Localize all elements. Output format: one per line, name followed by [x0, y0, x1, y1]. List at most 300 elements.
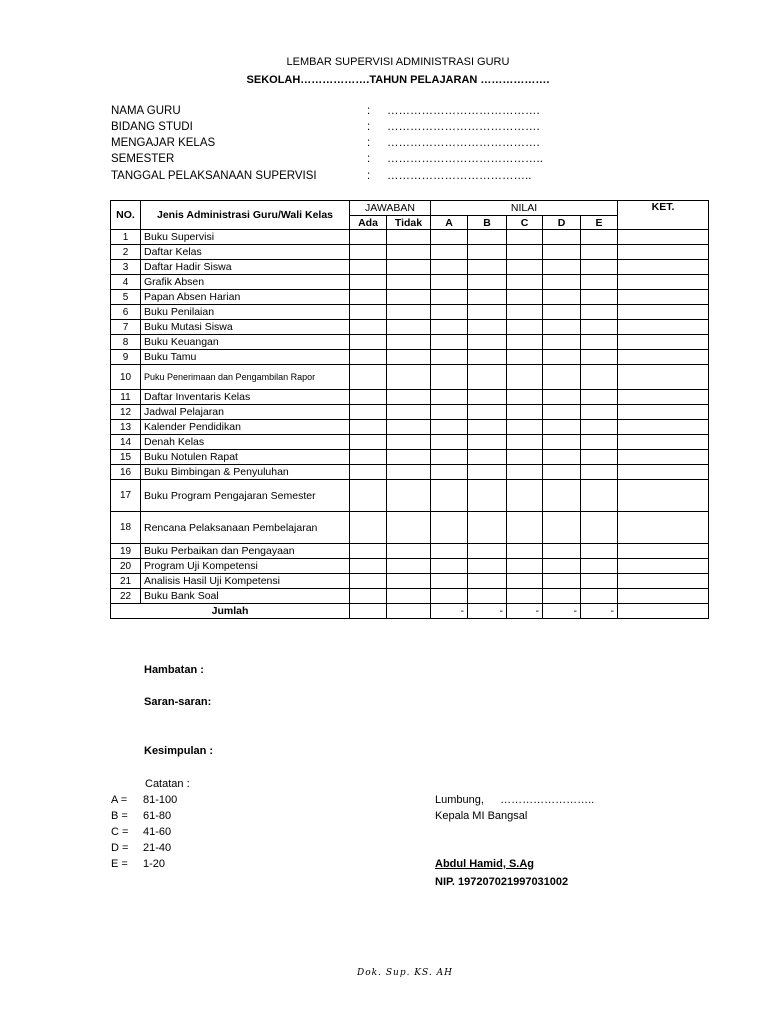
- cell-e: [581, 559, 618, 574]
- grade-row: [0, 826, 300, 842]
- cell-tidak: [387, 305, 431, 320]
- cell-e: [581, 420, 618, 435]
- cell-d: [543, 290, 581, 305]
- header-no: NO.: [111, 201, 141, 230]
- signature-position: Kepala MI Bangsal: [435, 810, 528, 822]
- cell-c: [507, 260, 543, 275]
- table-row: [111, 260, 709, 275]
- table-row: [111, 335, 709, 350]
- total-cell-ada: [350, 604, 387, 619]
- header-nilai: NILAI: [431, 201, 618, 216]
- cell-tidak: [387, 335, 431, 350]
- row-item-name: Buku Keuangan: [141, 335, 350, 350]
- cell-d: [543, 405, 581, 420]
- document-title: LEMBAR SUPERVISI ADMINISTRASI GURU: [286, 56, 510, 68]
- table-row: [111, 450, 709, 465]
- cell-b: [468, 435, 507, 450]
- signature-nip: NIP. 197207021997031002: [435, 876, 569, 888]
- cell-e: [581, 305, 618, 320]
- grade-letter: B =: [111, 810, 128, 822]
- header-e: E: [581, 216, 618, 230]
- cell-d: [543, 589, 581, 604]
- cell-a: [431, 245, 468, 260]
- cell-b: [468, 245, 507, 260]
- header-tidak: Tidak: [387, 216, 431, 230]
- row-number: 7: [111, 320, 141, 335]
- cell-d: [543, 435, 581, 450]
- cell-e: [581, 275, 618, 290]
- total-value-c: -: [507, 604, 543, 619]
- row-number: 13: [111, 420, 141, 435]
- cell-ada: [350, 589, 387, 604]
- cell-ket: [618, 305, 709, 320]
- cell-c: [507, 512, 543, 544]
- info-value: …………………………………..: [387, 153, 543, 165]
- cell-a: [431, 512, 468, 544]
- cell-ket: [618, 390, 709, 405]
- cell-tidak: [387, 290, 431, 305]
- signature-date: ……………………..: [500, 794, 595, 806]
- table-row: [111, 589, 709, 604]
- cell-e: [581, 574, 618, 589]
- cell-d: [543, 480, 581, 512]
- header-c: C: [507, 216, 543, 230]
- cell-ket: [618, 450, 709, 465]
- cell-e: [581, 405, 618, 420]
- cell-e: [581, 480, 618, 512]
- cell-ada: [350, 350, 387, 365]
- cell-ket: [618, 365, 709, 390]
- row-number: 1: [111, 230, 141, 245]
- grade-letter: D =: [111, 842, 129, 854]
- cell-ket: [618, 245, 709, 260]
- cell-tidak: [387, 544, 431, 559]
- cell-ket: [618, 435, 709, 450]
- cell-d: [543, 230, 581, 245]
- row-number: 19: [111, 544, 141, 559]
- header-ket: KET.: [618, 201, 709, 230]
- cell-e: [581, 230, 618, 245]
- row-item-name: Buku Perbaikan dan Pengayaan: [141, 544, 350, 559]
- cell-d: [543, 365, 581, 390]
- cell-b: [468, 405, 507, 420]
- cell-tidak: [387, 245, 431, 260]
- cell-e: [581, 450, 618, 465]
- cell-ada: [350, 230, 387, 245]
- cell-a: [431, 275, 468, 290]
- row-item-name: Buku Bank Soal: [141, 589, 350, 604]
- grade-letter: A =: [111, 794, 128, 806]
- row-item-name: Denah Kelas: [141, 435, 350, 450]
- info-label: MENGAJAR KELAS: [111, 137, 216, 149]
- header-ada: Ada: [350, 216, 387, 230]
- cell-b: [468, 512, 507, 544]
- cell-c: [507, 320, 543, 335]
- table-row: [111, 465, 709, 480]
- cell-a: [431, 230, 468, 245]
- cell-tidak: [387, 450, 431, 465]
- cell-d: [543, 260, 581, 275]
- total-value-d: -: [543, 604, 581, 619]
- info-label: TANGGAL PELAKSANAAN SUPERVISI: [111, 170, 317, 182]
- cell-a: [431, 335, 468, 350]
- total-label: Jumlah: [111, 604, 350, 619]
- table-row: [111, 305, 709, 320]
- cell-e: [581, 245, 618, 260]
- cell-b: [468, 589, 507, 604]
- row-item-name: Kalender Pendidikan: [141, 420, 350, 435]
- row-number: 6: [111, 305, 141, 320]
- cell-a: [431, 405, 468, 420]
- cell-ket: [618, 405, 709, 420]
- row-number: 8: [111, 335, 141, 350]
- supervision-table: [110, 200, 709, 619]
- table-row: [111, 512, 709, 544]
- info-colon: :: [367, 153, 371, 165]
- cell-a: [431, 450, 468, 465]
- info-colon: :: [367, 170, 371, 182]
- cell-d: [543, 544, 581, 559]
- cell-ket: [618, 275, 709, 290]
- cell-tidak: [387, 320, 431, 335]
- cell-c: [507, 544, 543, 559]
- cell-ada: [350, 420, 387, 435]
- cell-c: [507, 405, 543, 420]
- row-item-name: Buku Penilaian: [141, 305, 350, 320]
- kesimpulan-label: Kesimpulan :: [144, 745, 214, 757]
- cell-ada: [350, 320, 387, 335]
- cell-a: [431, 589, 468, 604]
- cell-ket: [618, 544, 709, 559]
- row-item-name: Papan Absen Harian: [141, 290, 350, 305]
- total-cell-ket: [618, 604, 709, 619]
- total-value-e: -: [581, 604, 618, 619]
- grade-letter: E =: [111, 858, 128, 870]
- cell-tidak: [387, 420, 431, 435]
- cell-ada: [350, 390, 387, 405]
- cell-ket: [618, 574, 709, 589]
- row-number: 3: [111, 260, 141, 275]
- row-item-name: Daftar Inventaris Kelas: [141, 390, 350, 405]
- cell-e: [581, 260, 618, 275]
- row-item-name: Buku Supervisi: [141, 230, 350, 245]
- cell-d: [543, 390, 581, 405]
- row-number: 16: [111, 465, 141, 480]
- row-item-name: Buku Bimbingan & Penyuluhan: [141, 465, 350, 480]
- info-value: ………………………………..: [387, 170, 532, 182]
- row-item-name: Daftar Kelas: [141, 245, 350, 260]
- cell-a: [431, 480, 468, 512]
- cell-ada: [350, 450, 387, 465]
- cell-c: [507, 390, 543, 405]
- cell-a: [431, 320, 468, 335]
- grade-letter: C =: [111, 826, 129, 838]
- cell-b: [468, 305, 507, 320]
- cell-b: [468, 365, 507, 390]
- cell-ada: [350, 260, 387, 275]
- cell-tidak: [387, 405, 431, 420]
- cell-b: [468, 465, 507, 480]
- table-row: [111, 365, 709, 390]
- cell-b: [468, 290, 507, 305]
- cell-tidak: [387, 390, 431, 405]
- document-footer: Dok. Sup. KS. AH: [357, 968, 453, 978]
- cell-ket: [618, 480, 709, 512]
- cell-a: [431, 365, 468, 390]
- cell-c: [507, 465, 543, 480]
- table-row: [111, 290, 709, 305]
- cell-c: [507, 245, 543, 260]
- signature-place-date: [435, 794, 594, 806]
- grade-range: 1-20: [143, 858, 166, 870]
- cell-ada: [350, 335, 387, 350]
- table-row: [111, 405, 709, 420]
- cell-b: [468, 420, 507, 435]
- cell-e: [581, 365, 618, 390]
- row-item-name: Buku Notulen Rapat: [141, 450, 350, 465]
- cell-tidak: [387, 559, 431, 574]
- row-number: 21: [111, 574, 141, 589]
- cell-d: [543, 574, 581, 589]
- cell-c: [507, 365, 543, 390]
- cell-c: [507, 305, 543, 320]
- cell-c: [507, 574, 543, 589]
- cell-e: [581, 544, 618, 559]
- cell-ket: [618, 335, 709, 350]
- row-number: 10: [111, 365, 141, 390]
- cell-b: [468, 230, 507, 245]
- signature-name: Abdul Hamid, S.Ag: [435, 858, 534, 870]
- info-colon: :: [367, 121, 371, 133]
- cell-a: [431, 305, 468, 320]
- table-row: [111, 574, 709, 589]
- row-item-name: Daftar Hadir Siswa: [141, 260, 350, 275]
- cell-a: [431, 350, 468, 365]
- cell-e: [581, 335, 618, 350]
- cell-e: [581, 390, 618, 405]
- row-item-name: Jadwal Pelajaran: [141, 405, 350, 420]
- cell-ket: [618, 465, 709, 480]
- cell-c: [507, 335, 543, 350]
- table-row: [111, 420, 709, 435]
- grade-range: 61-80: [143, 810, 172, 822]
- cell-ada: [350, 512, 387, 544]
- signature-place: Lumbung,: [435, 794, 484, 806]
- row-number: 15: [111, 450, 141, 465]
- cell-ket: [618, 230, 709, 245]
- row-number: 4: [111, 275, 141, 290]
- cell-ada: [350, 405, 387, 420]
- cell-e: [581, 320, 618, 335]
- cell-tidak: [387, 230, 431, 245]
- cell-d: [543, 512, 581, 544]
- cell-a: [431, 260, 468, 275]
- cell-e: [581, 435, 618, 450]
- cell-ket: [618, 260, 709, 275]
- cell-a: [431, 574, 468, 589]
- cell-b: [468, 350, 507, 365]
- cell-b: [468, 450, 507, 465]
- row-number: 22: [111, 589, 141, 604]
- row-number: 18: [111, 512, 141, 544]
- info-label: SEMESTER: [111, 153, 175, 165]
- cell-a: [431, 390, 468, 405]
- cell-tidak: [387, 275, 431, 290]
- table-row: [111, 275, 709, 290]
- cell-ada: [350, 435, 387, 450]
- cell-c: [507, 559, 543, 574]
- row-number: 9: [111, 350, 141, 365]
- cell-a: [431, 559, 468, 574]
- cell-c: [507, 480, 543, 512]
- cell-c: [507, 420, 543, 435]
- cell-a: [431, 420, 468, 435]
- cell-e: [581, 290, 618, 305]
- grade-row: [0, 842, 300, 858]
- cell-ada: [350, 544, 387, 559]
- cell-tidak: [387, 435, 431, 450]
- row-number: 20: [111, 559, 141, 574]
- grade-row: [0, 810, 300, 826]
- row-item-name: Analisis Hasil Uji Kompetensi: [141, 574, 350, 589]
- row-item-name: Puku Penerimaan dan Pengambilan Rapor: [141, 365, 350, 390]
- table-row: [111, 480, 709, 512]
- total-value-a: -: [431, 604, 468, 619]
- table-row: [111, 230, 709, 245]
- total-row: [111, 604, 709, 619]
- cell-d: [543, 450, 581, 465]
- cell-ket: [618, 320, 709, 335]
- cell-tidak: [387, 589, 431, 604]
- grade-row: [0, 794, 300, 810]
- hambatan-label: Hambatan :: [144, 664, 204, 676]
- cell-ket: [618, 512, 709, 544]
- row-item-name: Buku Tamu: [141, 350, 350, 365]
- info-label: NAMA GURU: [111, 105, 181, 117]
- table-row: [111, 559, 709, 574]
- row-item-name: Buku Program Pengajaran Semester: [141, 480, 350, 512]
- saran-label: Saran-saran:: [144, 696, 212, 708]
- cell-ada: [350, 465, 387, 480]
- cell-a: [431, 544, 468, 559]
- row-item-name: Buku Mutasi Siswa: [141, 320, 350, 335]
- cell-ada: [350, 559, 387, 574]
- info-colon: :: [367, 137, 371, 149]
- table-row: [111, 320, 709, 335]
- cell-c: [507, 589, 543, 604]
- cell-b: [468, 544, 507, 559]
- cell-c: [507, 435, 543, 450]
- cell-tidak: [387, 480, 431, 512]
- row-number: 14: [111, 435, 141, 450]
- row-number: 2: [111, 245, 141, 260]
- cell-d: [543, 350, 581, 365]
- notes-title: Catatan :: [145, 778, 190, 790]
- table-row: [111, 435, 709, 450]
- row-item-name: Grafik Absen: [141, 275, 350, 290]
- cell-c: [507, 275, 543, 290]
- header-b: B: [468, 216, 507, 230]
- cell-c: [507, 450, 543, 465]
- header-jenis: Jenis Administrasi Guru/Wali Kelas: [141, 201, 350, 230]
- grade-range: 81-100: [143, 794, 178, 806]
- table-row: [111, 350, 709, 365]
- info-value: ………………………………….: [387, 121, 540, 133]
- cell-a: [431, 290, 468, 305]
- cell-tidak: [387, 260, 431, 275]
- cell-d: [543, 275, 581, 290]
- cell-ket: [618, 420, 709, 435]
- cell-e: [581, 589, 618, 604]
- cell-ada: [350, 480, 387, 512]
- info-colon: :: [367, 105, 371, 117]
- table-body: [111, 230, 709, 619]
- cell-tidak: [387, 574, 431, 589]
- cell-a: [431, 465, 468, 480]
- document-subtitle: SEKOLAH……………….TAHUN PELAJARAN ……………….: [246, 74, 550, 86]
- row-item-name: Program Uji Kompetensi: [141, 559, 350, 574]
- cell-d: [543, 559, 581, 574]
- table-row: [111, 390, 709, 405]
- cell-b: [468, 574, 507, 589]
- cell-d: [543, 420, 581, 435]
- cell-ada: [350, 305, 387, 320]
- row-number: 17: [111, 480, 141, 512]
- cell-c: [507, 230, 543, 245]
- header-a: A: [431, 216, 468, 230]
- cell-d: [543, 320, 581, 335]
- row-item-name: Rencana Pelaksanaan Pembelajaran: [141, 512, 350, 544]
- cell-ket: [618, 350, 709, 365]
- cell-b: [468, 559, 507, 574]
- info-value: ………………………………….: [387, 137, 540, 149]
- cell-b: [468, 275, 507, 290]
- cell-ada: [350, 365, 387, 390]
- grade-range: 41-60: [143, 826, 172, 838]
- cell-tidak: [387, 350, 431, 365]
- cell-tidak: [387, 512, 431, 544]
- info-label: BIDANG STUDI: [111, 121, 193, 133]
- cell-ket: [618, 589, 709, 604]
- cell-e: [581, 512, 618, 544]
- cell-d: [543, 465, 581, 480]
- cell-ket: [618, 290, 709, 305]
- row-number: 12: [111, 405, 141, 420]
- header-d: D: [543, 216, 581, 230]
- total-cell-tidak: [387, 604, 431, 619]
- cell-b: [468, 390, 507, 405]
- grade-range: 21-40: [143, 842, 172, 854]
- cell-b: [468, 335, 507, 350]
- cell-a: [431, 435, 468, 450]
- row-number: 11: [111, 390, 141, 405]
- header-jawaban: JAWABAN: [350, 201, 431, 216]
- cell-ket: [618, 559, 709, 574]
- cell-tidak: [387, 365, 431, 390]
- cell-e: [581, 465, 618, 480]
- row-number: 5: [111, 290, 141, 305]
- cell-ada: [350, 275, 387, 290]
- table-row: [111, 544, 709, 559]
- cell-d: [543, 305, 581, 320]
- cell-c: [507, 350, 543, 365]
- cell-c: [507, 290, 543, 305]
- cell-ada: [350, 245, 387, 260]
- cell-tidak: [387, 465, 431, 480]
- cell-b: [468, 260, 507, 275]
- total-value-b: -: [468, 604, 507, 619]
- cell-b: [468, 480, 507, 512]
